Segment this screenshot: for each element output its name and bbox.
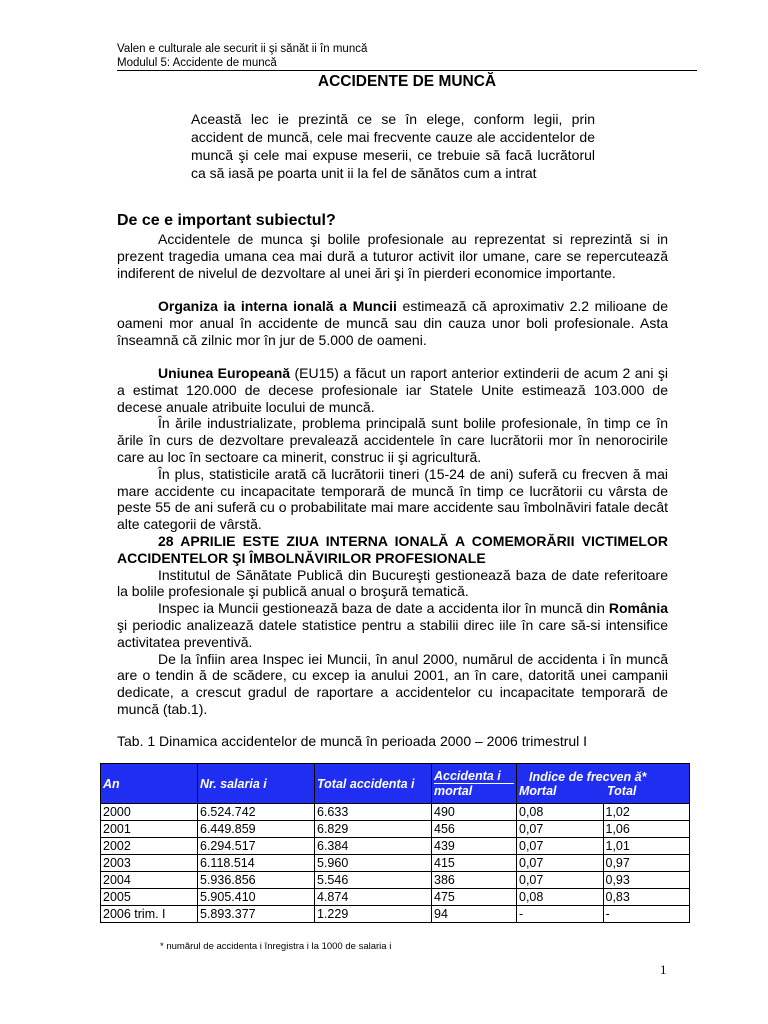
page-title: ACCIDENTE DE MUNCĂ (317, 73, 497, 90)
header-divider (117, 70, 697, 71)
col-indice (517, 764, 690, 804)
paragraph-9: De la înfiin area Inspec iei Muncii, în anul 2000, numărul de accidenta i în muncă are o tendin ă de scădere, cu excep ia anului 2001, an în care, datorită unei campanii dedicate, a crescut gradul de raportare a accidentelor cu incapacitate temporară de muncă (tab.1). (117, 650, 668, 717)
table-cell: 2006 trim. I (101, 906, 198, 923)
col-accidentati-label: Accidenta i (434, 769, 514, 784)
header-line-2: Modulul 5: Accidente de muncă (117, 57, 277, 69)
table-cell: 6.118.514 (198, 855, 315, 872)
table-row (101, 821, 690, 838)
table-row (101, 906, 690, 923)
paragraph-8-text-a: Inspec ia Muncii gestionează baza de date a accidenta ilor în muncă din (158, 600, 609, 617)
table-footnote: * numărul de accidenta i înregistra i la 1000 de salaria i (160, 941, 392, 952)
table-cell: 2003 (101, 855, 198, 872)
table-body (101, 804, 690, 923)
paragraph-8 (117, 600, 668, 650)
paragraph-3-bold: Uniunea Europeană (158, 365, 291, 381)
table-cell: 1.229 (315, 906, 432, 923)
table-cell: 4.874 (315, 889, 432, 906)
table-cell: 439 (432, 838, 517, 855)
table-cell: 0,07 (517, 872, 604, 889)
table-cell: 94 (432, 906, 517, 923)
header-line-1: Valen e culturale ale securit ii şi sănăt ii în muncă (117, 43, 368, 55)
table-cell: 1,01 (603, 838, 690, 855)
table-cell: 0,07 (517, 855, 604, 872)
paragraph-4: În ările industrializate, problema principală sunt bolile profesionale, în timp ce în ările în curs de dezvoltare prevalează accidentele în care lucrătorii mor în nenorocirile care au loc în sectoare ca minerit, construc ii şi agricultură. (117, 415, 668, 465)
table-cell: 415 (432, 855, 517, 872)
table-cell: 6.829 (315, 821, 432, 838)
paragraph-7: Institutul de Sănătate Publică din Bucureşti gestionează baza de date referitoare la bolile profesionale şi publică anual o broşură tematică. (117, 566, 668, 600)
table-cell: - (517, 906, 604, 923)
table-cell: 456 (432, 821, 517, 838)
col-indice-mortal: Mortal (519, 783, 557, 798)
table-cell: 2001 (101, 821, 198, 838)
table-cell: 0,83 (603, 889, 690, 906)
table-cell: 0,08 (517, 889, 604, 906)
table-cell: 386 (432, 872, 517, 889)
table-cell: 475 (432, 889, 517, 906)
table-cell: 1,06 (603, 821, 690, 838)
col-an: An (101, 764, 198, 804)
page-number: 1 (660, 962, 667, 977)
paragraph-8-text-b: şi periodic analizează datele statistice pentru a stabilii direc iile în care să-si intensifice activitatea preventivă. (117, 616, 668, 650)
col-indice-label: Indice de frecven ă* (529, 769, 647, 784)
table-cell: 6.449.859 (198, 821, 315, 838)
table-cell: 6.384 (315, 838, 432, 855)
table-cell: 6.294.517 (198, 838, 315, 855)
table-cell: 5.960 (315, 855, 432, 872)
table-cell: 6.524.742 (198, 804, 315, 821)
body-block-1 (117, 231, 668, 349)
table-row (101, 872, 690, 889)
paragraph-8-bold: România (608, 600, 668, 617)
table-cell: - (603, 906, 690, 923)
table-row (101, 855, 690, 872)
section-heading: De ce e important subiectul? (117, 212, 336, 229)
table-header-row (101, 764, 690, 804)
table-cell: 0,07 (517, 838, 604, 855)
paragraph-3-text: (EU15) a făcut un raport anterior extinderii de acum 2 ani şi a estimat 120.000 de decese profesionale iar Statele Unite estimează 103.000 de decese anuale atribuite locului de muncă. (117, 365, 669, 415)
paragraph-2-text: estimează că aproximativ 2.2 milioane de oameni mor anual în accidente de muncă sau din cauza unor boli profesionale. Asta înseamnă că zilnic mor în jur de 5.000 de oameni. (117, 298, 668, 348)
table-cell: 0,93 (603, 872, 690, 889)
paragraph-5: În plus, statisticile arată că lucrătorii tineri (15-24 de ani) suferă cu frecven ă mai mare accidente cu incapacitate temporară de muncă în timp ce lucrătorii cu vârsta de peste 55 de ani suferă cu o probabilitate mai mare accidente sau îmbolnăviri fatale decât alte categorii de vârstă. (117, 465, 668, 533)
paragraph-2-bold: Organiza ia interna ională a Muncii (158, 298, 397, 315)
table-cell: 5.936.856 (198, 872, 315, 889)
table-cell: 0,97 (603, 855, 690, 872)
running-header (117, 42, 697, 70)
table-cell: 5.893.377 (198, 906, 315, 923)
paragraph-2 (117, 298, 668, 348)
table-cell: 0,08 (517, 804, 604, 821)
col-total-accidentati: Total accidenta i (315, 764, 432, 804)
table-row (101, 838, 690, 855)
table-cell: 5.546 (315, 872, 432, 889)
table-cell: 5.905.410 (198, 889, 315, 906)
col-salariati: Nr. salaria i (198, 764, 315, 804)
table-caption: Tab. 1 Dinamica accidentelor de muncă în perioada 2000 – 2006 trimestrul I (117, 733, 588, 749)
table-row (101, 889, 690, 906)
commemoration-heading: 28 APRILIE ESTE ZIUA INTERNA IONALĂ A COMEMORĂRII VICTIMELOR ACCIDENTELOR ŞI ÎMBOLNĂVIRILOR PROFESIONALE (117, 532, 668, 566)
body-block-2 (117, 365, 668, 718)
table-cell: 490 (432, 804, 517, 821)
table-cell: 1,02 (603, 804, 690, 821)
table-cell: 2000 (101, 804, 198, 821)
accidents-table (100, 763, 690, 923)
table-cell: 2004 (101, 872, 198, 889)
table-cell: 2005 (101, 889, 198, 906)
col-mortal-label: mortal (434, 784, 473, 798)
table-cell: 2002 (101, 838, 198, 855)
paragraph-1: Accidentele de munca şi bolile profesionale au reprezentat si reprezintă si in prezent tragedia umana cea mai dură a tuturor activit ilor umane, care se repercutează indiferent de nivelul de dezvoltare al unei ări şi în pierderi economice importante. (117, 231, 668, 281)
paragraph-3 (117, 365, 668, 415)
col-indice-total: Total (607, 783, 637, 798)
table-row (101, 804, 690, 821)
lesson-intro: Această lec ie prezintă ce se în elege, conform legii, prin accident de muncă, cele mai frecvente cauze ale accidentelor de muncă şi cele mai expuse meserii, ce trebuie să facă lucrătorul ca să iasă pe poarta unit ii la fel de sănătos cum a intrat (191, 111, 595, 181)
col-accidentati-mortal (432, 764, 517, 804)
table-cell: 0,07 (517, 821, 604, 838)
table-cell: 6.633 (315, 804, 432, 821)
